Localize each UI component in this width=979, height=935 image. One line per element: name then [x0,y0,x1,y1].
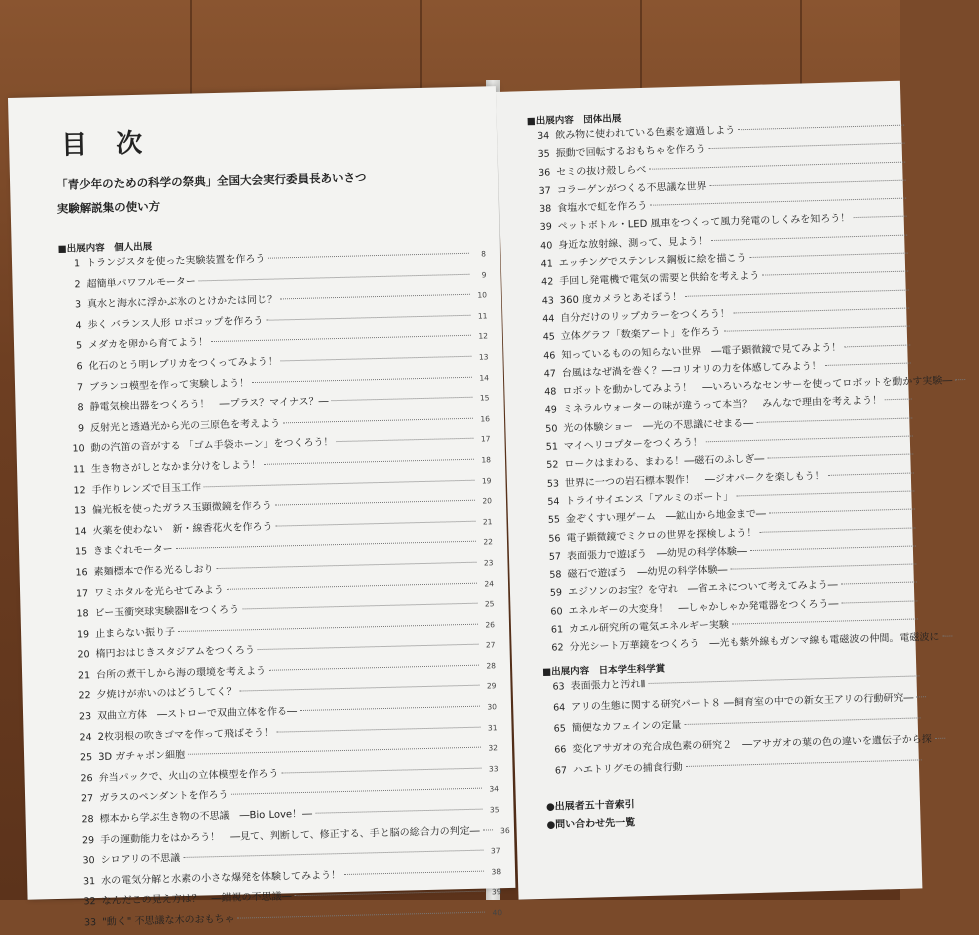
entry-title: 知っているものの知らない世界 ―電子顕微鏡で見てみよう！ [561,338,841,361]
entry-page-number: 20 [478,496,492,505]
group-entries-list [527,102,941,833]
dot-leader [885,399,912,401]
entry-title: 楕円おはじきスタジアムをつくろう [95,641,255,660]
entry-page-number: 29 [482,682,496,691]
entry-page-number: 24 [480,579,494,588]
entry-title: ブランコ模型を作って実験しよう！ [89,374,249,393]
dot-leader [733,308,909,314]
section-title-group: ■出展内容 団体出展 [527,102,921,127]
dot-leader [264,459,474,465]
entry-number: 67 [545,766,567,778]
dot-leader [828,472,914,475]
dot-leader [709,143,905,149]
entry-page-number: 23 [479,558,493,567]
dot-leader [686,760,922,768]
greeting-line: 「青少年のための科学の祭典」全国大会実行委員長あいさつ [56,169,367,193]
right-page [496,81,922,900]
entry-number: 59 [540,588,562,600]
entry-page-number: 32 [484,743,498,752]
entry-number: 65 [544,723,566,735]
entry-number: 36 [528,167,550,179]
dot-leader [275,500,475,506]
entry-number: 16 [65,567,87,579]
entry-title: "動く" 不思議な木のおもちゃ [102,910,235,928]
dot-leader [736,490,914,496]
entry-page-number: 9 [472,270,486,279]
dot-leader [769,509,915,514]
entry-number: 35 [528,149,550,161]
entry-number: 40 [530,240,552,252]
entry-title: トライサイエンス「アルミのボート」 [565,487,733,507]
entry-number: 15 [65,547,87,559]
entry-title: 3D ガチャポン細胞 [98,746,185,763]
dot-leader [268,253,469,259]
dot-leader [723,326,909,332]
entry-number: 8 [61,402,83,414]
entry-number: 31 [73,876,95,888]
entry-number: 7 [61,382,83,394]
entry-page-number: 26 [481,620,495,629]
entry-number: 2 [58,279,80,291]
entry-number: 23 [69,711,91,723]
dot-leader [217,562,477,569]
dot-leader [841,582,917,585]
entry-number: 52 [536,460,558,472]
dot-leader [231,788,482,795]
entry-title: 自分だけのリップカラーをつくろう！ [560,305,730,325]
entry-page-number: 37 [486,846,500,855]
entry-title: 金ぞくすい理ゲーム ―鉱山から地金まで― [566,505,766,526]
entry-title: 360 度カメラとあそぼう！ [560,288,683,306]
entry-number: 32 [74,897,96,909]
entry-number: 5 [60,341,82,353]
entry-title: 身近な放射線、測って、見よう！ [558,232,708,251]
entry-page-number: 35 [485,805,499,814]
dot-leader [756,417,912,422]
entry-page-number: 33 [484,764,498,773]
entry-page-number: 31 [483,723,497,732]
entry-title: ビー玉衝突球実験器Ⅱをつくろう [94,601,239,620]
entry-title: 世界に一つの岩石標本製作！ ―ジオパークを楽しもう！ [565,467,825,489]
entry-number: 64 [543,702,565,714]
entry-number: 10 [62,444,84,456]
entry-title: ロークはまわる、まわる！―磁石のふしぎ― [564,450,764,471]
dot-leader [300,706,480,711]
entry-page-number: 16 [476,414,490,423]
entry-title: 偏光板を使ったガラス玉顕微鏡を作ろう [92,497,272,516]
entry-number: 19 [67,629,89,641]
toc-title: 目 次 [61,122,153,161]
entry-number: 47 [534,368,556,380]
index-line: ●出展者五十音索引 [546,786,940,815]
entry-page-number: 14 [475,373,489,382]
entry-page-number: 12 [474,332,488,341]
dot-leader [767,454,913,459]
dot-leader [841,600,917,603]
entry-page-number: 36 [496,826,510,835]
entry-title: 素麺標本で作る光るしおり [93,560,213,578]
entry-page-number: 27 [481,641,495,650]
entry-number: 20 [68,649,90,661]
dot-leader [750,253,908,258]
dot-leader [685,289,909,296]
entry-title: コラーゲンがつくる不思議な世界 [557,177,707,196]
individual-entries-list [58,230,503,934]
entry-page-number: 25 [480,599,494,608]
entry-title: 静電気検出器をつくろう！ ―プラス？マイナス？― [89,392,328,413]
entry-page-number: 19 [477,476,491,485]
entry-number: 21 [68,670,90,682]
entry-title: 弁当パックで、火山の立体模型を作ろう [98,764,278,783]
entry-title: ガラスのペンダントを作ろう [99,786,229,804]
entry-title: 食塩水で虹を作ろう [557,197,647,215]
dot-leader [204,479,474,487]
entry-page-number: 30 [483,702,497,711]
dot-leader [281,767,481,773]
entry-title: 双曲立方体 ―ストローで双曲立体を作る― [97,702,297,722]
entry-title: 夕焼けが赤いのはどうしてく？ [96,683,236,701]
entry-title: 手回し発電機で電気の需要と供給を考えよう [559,267,759,288]
dot-leader [277,726,481,732]
dot-leader [709,179,905,185]
entry-number: 18 [66,608,88,620]
dot-leader [283,417,473,423]
entry-number: 56 [538,533,560,545]
entry-title: 超簡単パワフルモーター [86,272,196,290]
entry-number: 53 [537,478,559,490]
entry-number: 4 [59,320,81,332]
entry-number: 43 [532,295,554,307]
entry-number: 17 [66,588,88,600]
entry-number: 55 [538,515,560,527]
dot-leader [762,271,908,276]
dot-leader [955,379,965,380]
entry-number: 22 [69,691,91,703]
entry-number: 11 [63,464,85,476]
entry-page-number: 39 [487,888,501,897]
dot-leader [211,335,471,342]
entry-title: 歩く バランス人形 ロボコップを作ろう [87,312,263,331]
entry-number: 42 [531,277,553,289]
dot-leader [649,161,905,169]
entry-number: 1 [58,258,80,270]
entry-number: 3 [59,299,81,311]
entry-title: ハエトリグモの捕食行動 [573,758,683,776]
entry-title: 水の電気分解と水素の小さな爆発を体験してみよう！ [101,866,341,887]
entry-number: 30 [73,855,95,867]
entry-title: 光の体験ショー ―光の不思議にせまる― [563,414,753,434]
dot-leader [684,717,920,725]
entry-title: 手の運動能力をはかろう！ ―見て、判断して、修正する、手と脳の総合力の判定― [100,821,480,845]
dot-leader [280,294,470,300]
entry-title: トランジスタを使った実験装置を作ろう [86,250,266,269]
section-title-science-award: ■出展内容 日本学生科学賞 [542,653,936,678]
entry-title: 化石のとう明レプリカをつくってみよう！ [88,352,278,372]
dot-leader [183,850,483,858]
dot-leader [706,436,913,443]
entry-title: アリの生態に関する研究パート８ ―飼育室の中での新女王アリの行動研究― [571,688,914,713]
entry-title: 動の汽笛の音がする 「ゴム手袋ホーン」をつくろう！ [90,433,333,454]
entry-title: 手作りレンズで目玉工作 [91,478,201,496]
dot-leader [650,198,906,206]
entry-title: 分光シート万華鏡をつくろう ―光も紫外線もガンマ線も電磁波の仲間。電磁波に [569,628,939,653]
dot-leader [332,397,473,401]
entry-title: セミの抜け殻しらべ [556,160,646,178]
dot-leader [227,582,477,589]
entry-page-number: 8 [472,249,486,258]
dot-leader [711,234,907,240]
entry-title: 生き物さがしとなかま分けをしよう！ [91,456,261,475]
entry-number: 61 [541,624,563,636]
dot-leader [825,362,911,365]
dot-leader [844,344,910,347]
dot-leader [336,438,473,442]
dot-leader [344,870,484,874]
entries-container [58,244,502,934]
entry-number: 58 [539,569,561,581]
entry-number: 60 [540,606,562,618]
entry-number: 45 [533,332,555,344]
entry-number: 12 [63,485,85,497]
entry-title: 振動で回転するおもちゃを作ろう [555,140,705,159]
dot-leader [483,829,493,830]
dot-leader [295,891,485,897]
entry-title: ミネラルウォーターの味が違うって本当？ みんなで理由を考えよう！ [563,392,883,416]
entry-title: 火薬を使わない 新・線香花火を作ろう [92,517,272,536]
entry-title: 立体グラフ「数楽アート」を作ろう [561,323,721,342]
entry-number: 25 [70,752,92,764]
entry-title: きまぐれモーター [93,540,173,557]
left-page [8,86,515,900]
entry-title: 簡便なカフェインの定量 [572,716,682,734]
dot-leader [853,216,906,218]
entry-page-number: 34 [485,785,499,794]
entry-number: 63 [542,681,564,693]
dot-leader [942,636,952,637]
entry-title: エネルギーの大変身！ ―しゃかしゃか発電器をつくろう― [568,594,838,617]
dot-leader [266,315,470,321]
entry-title: 飲み物に使われている色素を適過しよう [555,121,735,141]
contact-line: ●問い合わせ先一覧 [546,804,940,833]
dot-leader [178,623,478,631]
entry-number: 9 [62,423,84,435]
entry-number: 38 [529,204,551,216]
dot-leader [252,376,472,382]
entry-title: 表面張力で遊ぼう ―幼児の科学体験― [567,542,747,562]
dot-leader [738,125,904,131]
entry-title: メダカを卵から育てよう！ [88,334,208,352]
entry-page-number: 17 [476,435,490,444]
entry-number: 44 [532,313,554,325]
entry-title: 真水と海水に浮かぶ氷のとけかたは同じ？ [87,291,277,311]
entry-title: 磁石で遊ぼう ―幼児の科学体験― [567,561,727,580]
entry-title: エジソンのお宝？を守れ ―省エネについて考えてみよう― [568,576,838,599]
entry-page-number: 38 [487,867,501,876]
entry-title: 止まらない振り子 [95,623,175,640]
entry-number: 14 [64,526,86,538]
entry-number: 13 [64,505,86,517]
entries-container [527,116,936,657]
entry-title: 2枚羽根の吹きゴマを作って飛ばそう！ [97,723,274,742]
entry-title: ペットボトル・LED 風車をつくって風力発電のしくみを知ろう！ [558,210,851,233]
entries-container [542,667,939,784]
dot-leader [315,809,482,814]
entry-title: 反射光と透過光から光の三原色を考えよう [90,414,280,434]
entry-number: 34 [527,131,549,143]
entry-page-number: 18 [477,455,491,464]
entry-number: 50 [535,423,557,435]
entry-number: 6 [60,361,82,373]
entry-page-number: 11 [473,311,487,320]
entry-page-number: 13 [474,352,488,361]
entry-number: 57 [539,551,561,563]
entry-page-number: 21 [478,517,492,526]
dot-leader [269,665,479,671]
dot-leader [935,738,945,739]
dot-leader [237,912,485,919]
dot-leader [242,603,477,610]
dot-leader [732,618,918,624]
entry-title: ロボットを動かしてみよう！ ―いろいろなセンサーを使ってロボットを動かす実験― [562,372,952,398]
entry-number: 28 [72,814,94,826]
entry-number: 51 [536,441,558,453]
entry-number: 48 [534,387,556,399]
entry-page-number: 10 [473,291,487,300]
howto-line: 実験解説集の使い方 [57,198,161,217]
entry-title: シロアリの不思議 [100,849,180,866]
entry-title: 台風はなぜ渦を巻く？―コリオリの力を体感してみよう！ [562,357,822,379]
entry-title: ワミホタルを光らせてみよう [94,580,224,598]
dot-leader [648,675,919,684]
dot-leader [176,541,476,549]
entry-title: 変化アサガオの充合成色素の研究２ ―アサガオの葉の色の違いを遺伝子から探 [572,730,932,755]
entry-title: エッチングでステンレス鋼板に絵を描こう [559,249,747,269]
entry-number: 49 [535,405,557,417]
entry-number: 27 [71,794,93,806]
entry-page-number: 15 [475,393,489,402]
dot-leader [258,644,479,650]
entry-number: 39 [530,222,552,234]
entry-number: 24 [70,732,92,744]
section-title-individual: ■出展内容 個人出展 [58,230,486,254]
entry-number: 54 [537,496,559,508]
dot-leader [916,696,926,697]
entry-title: 台所の煮干しから海の環境を考えよう [96,662,266,681]
entry-number: 33 [74,917,96,929]
dot-leader [188,747,481,755]
entry-number: 66 [544,744,566,756]
entry-title: カエル研究所の電気エネルギー実験 [569,616,729,635]
entry-title: 表面張力と汚れⅡ [570,675,645,692]
dot-leader [759,527,915,532]
entry-number: 37 [529,185,551,197]
entry-title: マイヘリコプターをつくろう！ [564,433,703,452]
entry-page-number: 22 [479,538,493,547]
entry-number: 41 [531,259,553,271]
dot-leader [750,545,916,551]
entry-title: なんだこの見え方は？ ―錯視の不思議― [101,888,291,908]
dot-leader [730,564,916,570]
dot-leader [240,685,480,692]
entry-number: 62 [541,643,563,655]
entry-title: 標本から学ぶ生き物の不思議 ―Bio Love！― [99,805,312,825]
dot-leader [281,356,472,362]
dot-leader [199,273,470,281]
entry-page-number: 40 [488,908,502,917]
entry-number: 26 [71,773,93,785]
entry-page-number: 28 [482,661,496,670]
dot-leader [276,520,476,526]
entry-number: 29 [72,835,94,847]
entry-title: 電子顕微鏡でミクロの世界を探検しよう！ [566,523,756,543]
entry-number: 46 [533,350,555,362]
